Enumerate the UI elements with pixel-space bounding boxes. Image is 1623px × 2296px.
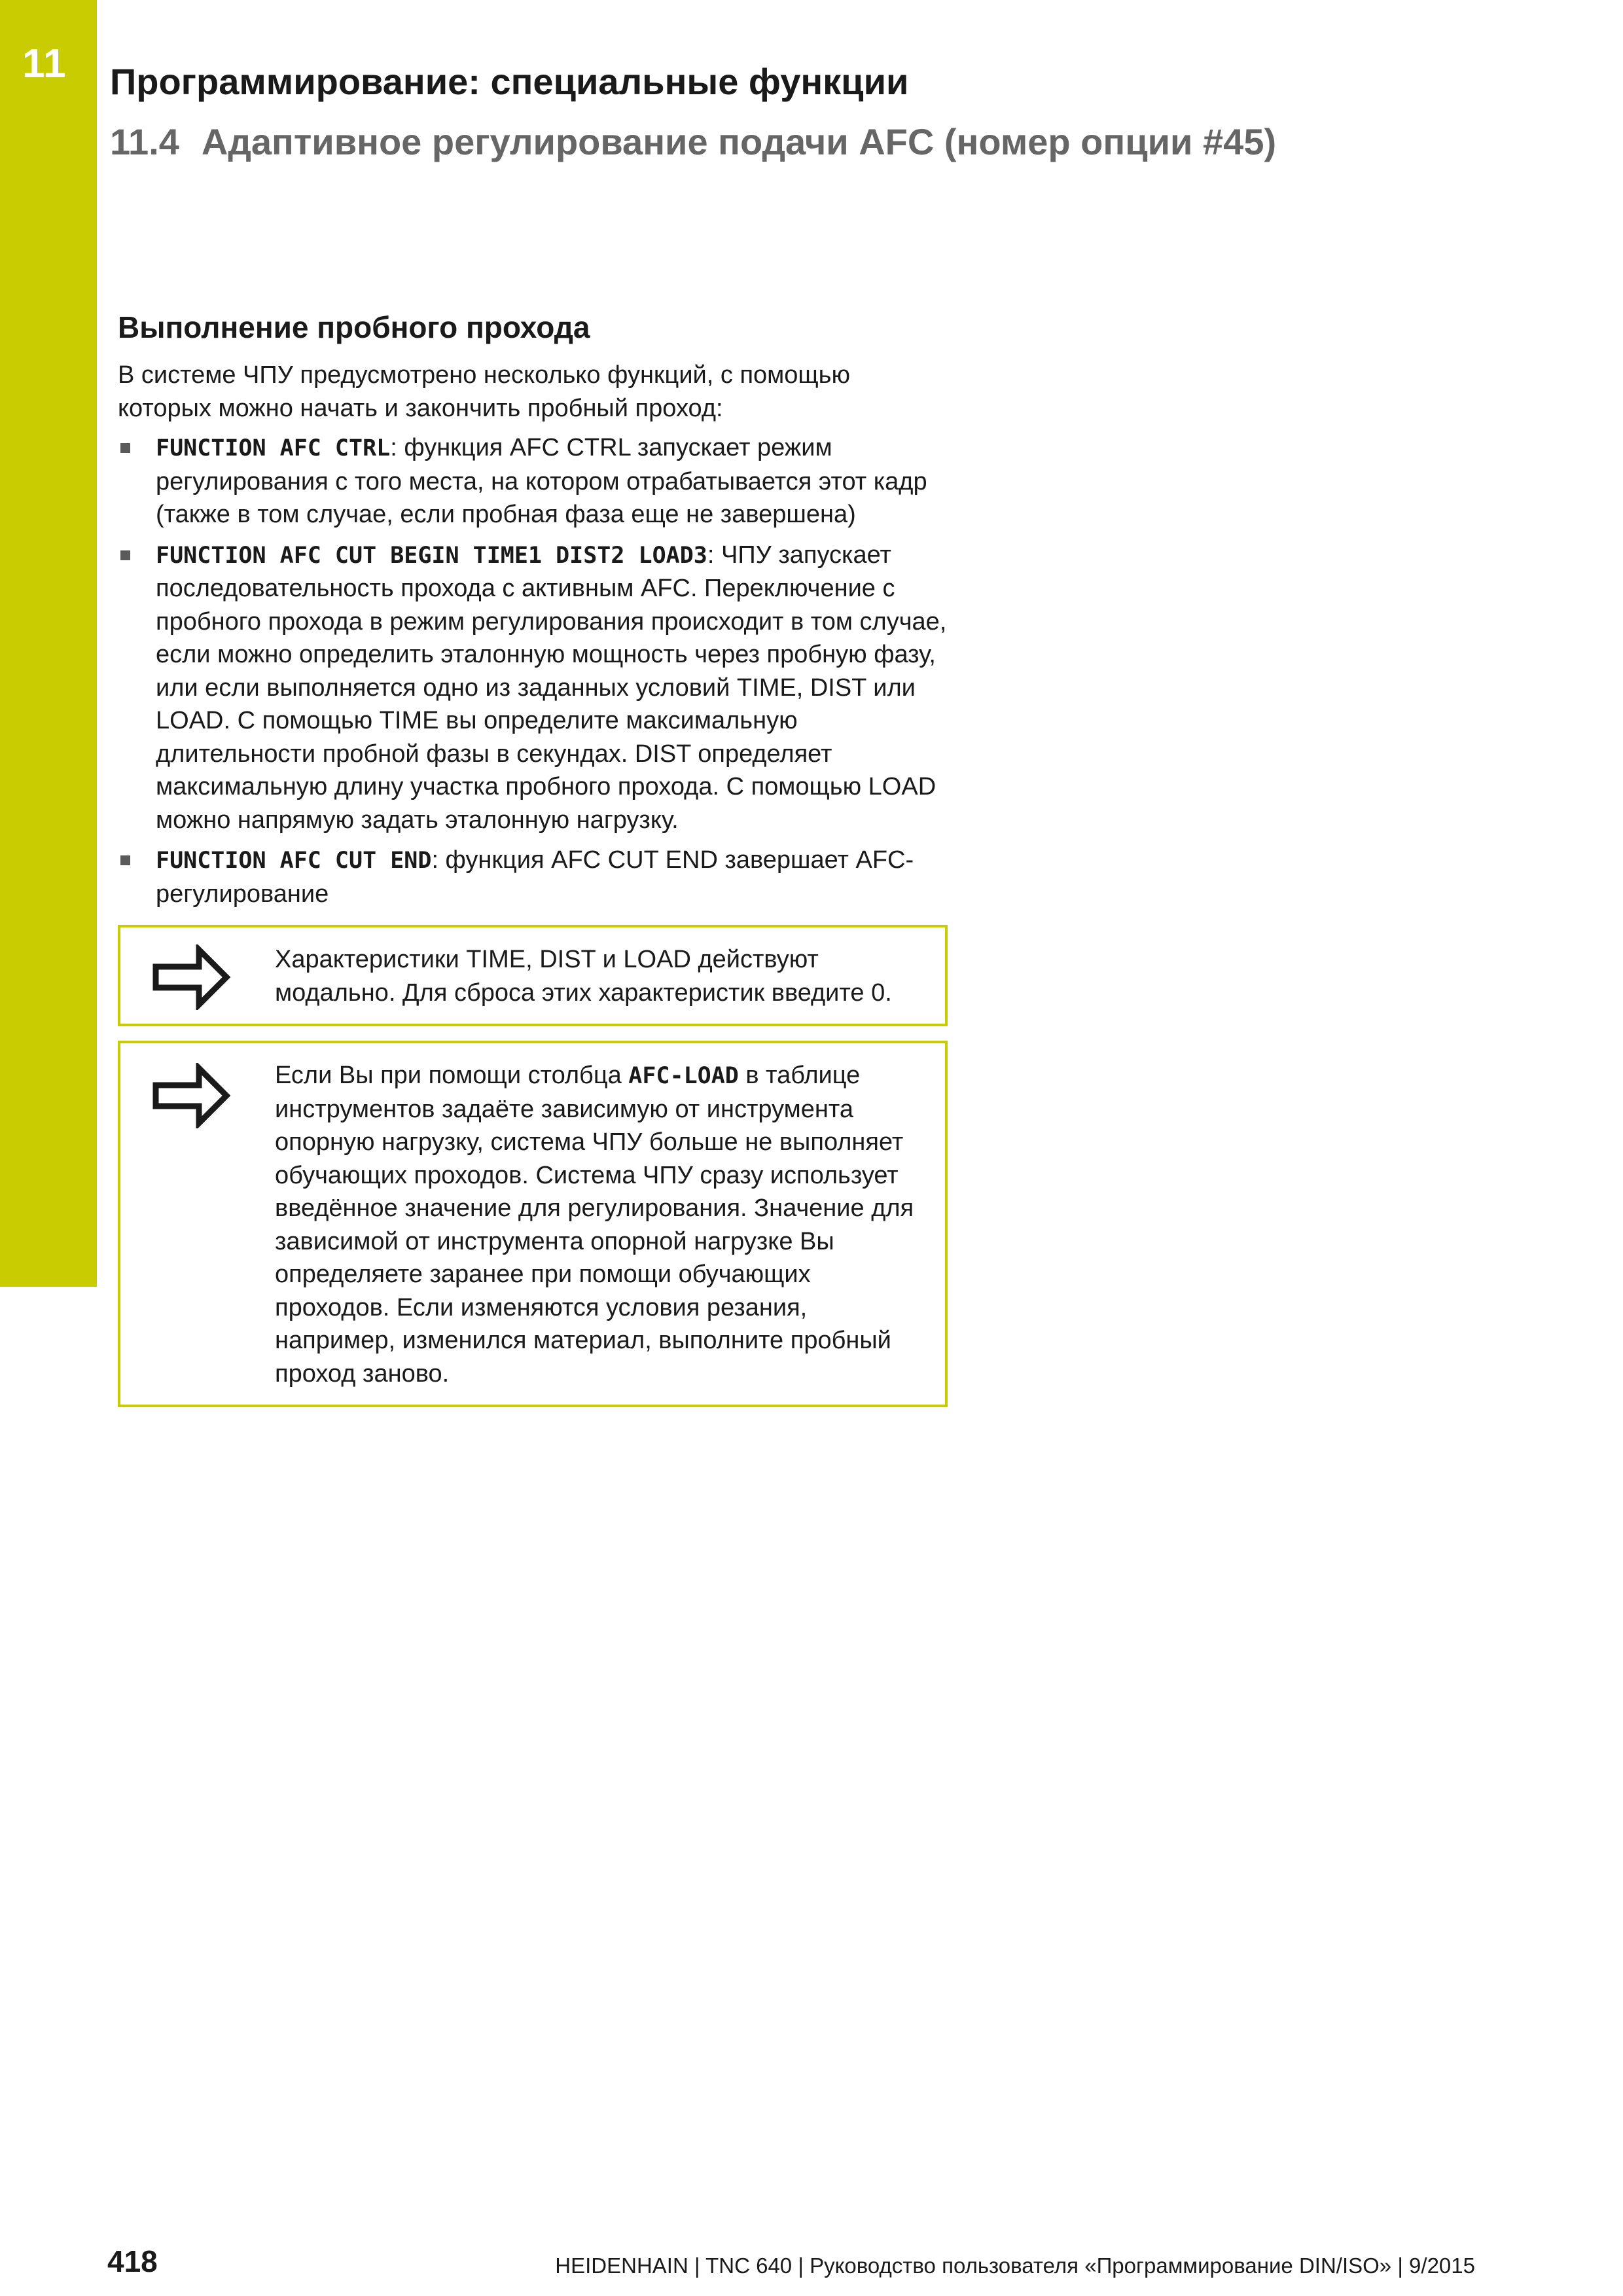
- section-number: 11.4: [110, 121, 179, 162]
- chapter-number: 11: [22, 41, 67, 86]
- page-number: 418: [107, 2244, 158, 2278]
- column-code: AFC-LOAD: [628, 1063, 739, 1089]
- note-box: [118, 925, 948, 1026]
- footer-text: HEIDENHAIN | TNC 640 | Руководство пользователя «Программирование DIN/ISO» | 9/2015: [555, 2253, 1475, 2278]
- arrow-right-icon: [152, 1063, 232, 1128]
- function-code: FUNCTION AFC CUT END: [156, 848, 432, 874]
- section-title-text: Адаптивное регулирование подачи AFC (номер опции #45): [201, 121, 1277, 162]
- main-content: [118, 308, 949, 1407]
- list-item: [118, 844, 949, 910]
- subsection-heading: Выполнение пробного прохода: [118, 310, 590, 344]
- note-text-after: в таблице инструментов задаёте зависимую от инструмента опорную нагрузку, система ЧПУ больше не выполняет обучающих проходов. Система ЧПУ сразу использует введённое значение для регулирования. Значение для зависимой от инструмента опорной нагрузке Вы определяете заранее при помощи обучающих проходов. Если изменяются условия резания, например, изменился материал, выполните пробный проход заново.: [275, 1062, 914, 1388]
- intro-paragraph: В системе ЧПУ предусмотрено несколько функций, с помощью которых можно начать и закончить пробный проход:: [118, 361, 850, 422]
- function-description: : функция AFC CTRL запускает режим регулирования с того места, на котором отрабатывается этот кадр (также в том случае, если пробная фаза еще не завершена): [156, 434, 927, 528]
- chapter-title: Программирование: специальные функции: [110, 61, 909, 102]
- function-list: [118, 431, 949, 910]
- bullet-square-icon: [120, 855, 130, 865]
- function-description: : ЧПУ запускает последовательность прохода с активным AFC. Переключение с пробного прохода в режим регулирования происходит в том случае, если можно определить эталонную мощность через пробную фазу, или если выполняется одно из заданных условий TIME, DIST или LOAD. С помощью TIME вы определите максимальную длительности пробной фазы в секундах. DIST определяет максимальную длину участка пробного прохода. С помощью LOAD можно напрямую задать эталонную нагрузку.: [156, 541, 947, 834]
- bullet-square-icon: [120, 550, 130, 560]
- note-text: [275, 1059, 929, 1390]
- function-code: FUNCTION AFC CUT BEGIN TIME1 DIST2 LOAD3: [156, 542, 707, 569]
- chapter-side-tab: [0, 0, 97, 1287]
- arrow-right-icon: [152, 944, 232, 1010]
- section-title: [110, 120, 1276, 163]
- function-code: FUNCTION AFC CTRL: [156, 435, 391, 461]
- note-text-before: Если Вы при помощи столбца: [275, 1062, 629, 1089]
- bullet-square-icon: [120, 443, 130, 453]
- note-text: Характеристики TIME, DIST и LOAD действуют модально. Для сброса этих характеристик введите 0.: [275, 946, 892, 1007]
- list-item: [118, 431, 949, 531]
- note-box: [118, 1041, 948, 1407]
- list-item: [118, 539, 949, 837]
- function-description: : функция AFC CUT END завершает AFC-регулирование: [156, 846, 914, 908]
